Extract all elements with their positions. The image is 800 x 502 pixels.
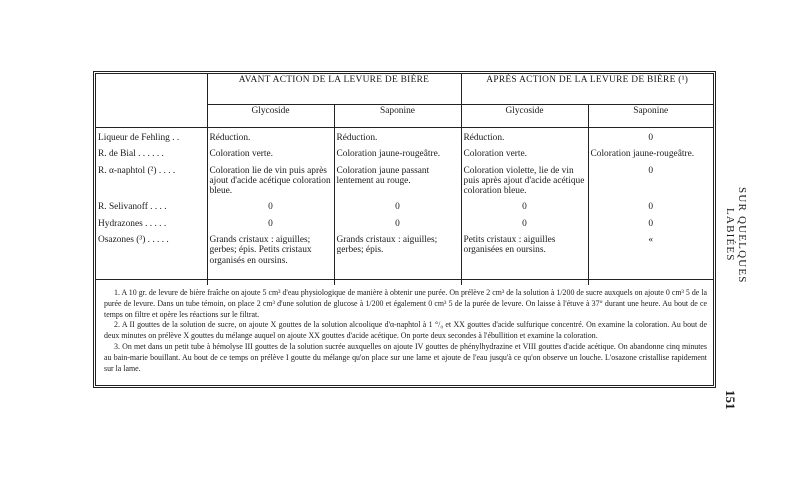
table-cell: Coloration verte. [461, 148, 588, 160]
row-label: Liqueur de Fehling . . [98, 133, 180, 143]
footnote: 2. A II gouttes de la solution de sucre, on ajoute X gouttes de la solution alcoolique d'α-naphtol à 1 °/₀ et XX gouttes d'acide sulfurique concentré. On examine la coloration. Au bout de deux minutes on prélève X gouttes du mélange auquel on ajoute XX gouttes d'acide acétique. On porte deux secondes à l'ébullition et examine la coloration. [104, 320, 707, 341]
group-header-before: AVANT ACTION DE LA LEVURE DE BIÈRE [207, 74, 461, 105]
table-row [96, 165, 713, 198]
row-label: Osazones (³) . . . . . [98, 235, 169, 246]
group-header-after: APRÈS ACTION DE LA LEVURE DE BIÈRE (¹) [461, 74, 713, 105]
table-cell: 0 [461, 218, 588, 230]
notes-separator [96, 279, 713, 280]
table-row [96, 132, 713, 144]
table-frame [93, 71, 716, 388]
table-cell: « [588, 234, 713, 267]
table-row [96, 234, 713, 267]
column-header: Glycoside [461, 105, 588, 128]
table-cell: 0 [588, 132, 713, 144]
footnotes [104, 288, 707, 374]
table-cell: 0 [334, 201, 461, 213]
reaction-table [96, 74, 713, 285]
table-cell: Coloration verte. [207, 148, 334, 160]
table-cell: Grands cristaux : aiguilles; gerbes; épis. Petits cristaux organisés en oursins. [207, 234, 334, 267]
table-cell: 0 [461, 201, 588, 213]
table-row [96, 218, 713, 230]
column-header: Saponine [334, 105, 461, 128]
footnote: 3. On met dans un petit tube à hémolyse III gouttes de la solution sucrée auxquelles on ajoute IV gouttes de phénylhydrazine et VIII gouttes d'acide acétique. On abandonne cinq minutes au bain-marie bouillant. Au bout de ce temps on prélève I goutte du mélange qu'on place sur une lame et ajoute de l'eau jusqu'à ce qu'on observe un louche. L'osazone cristallise rapidement sur la lame. [104, 341, 707, 373]
page-number: 151 [723, 390, 738, 410]
running-head: SUR QUELQUES LABIÉES [724, 186, 748, 284]
column-header: Glycoside [207, 105, 334, 128]
column-header: Saponine [588, 105, 713, 128]
table-cell: Coloration lie de vin puis après ajout d'acide acétique coloration bleue. [207, 165, 334, 198]
row-label: R. de Bial . . . . . . [98, 149, 164, 160]
row-label: R. α-naphtol (²) . . . . [98, 165, 176, 176]
row-label: Hydrazones . . . . . [98, 218, 167, 229]
table-cell: Petits cristaux : aiguilles organisées en oursins. [461, 234, 588, 267]
table-cell: Coloration jaune passant lentement au rouge. [334, 165, 461, 198]
footnote: 1. A 10 gr. de levure de bière fraîche on ajoute 5 cm³ d'eau physiologique de manière à obtenir une purée. On prélève 2 cm³ de la solution à 1/200 de sucre auxquels on ajoute 0 cm³ 5 de la purée de levure. Dans un tube témoin, on place 2 cm³ d'une solution de glucose à 1/200 et également 0 cm³ 5 de la purée de levure. On laisse à l'étuve à 37° durant une heure. Au bout de ce temps on filtre et opère les réactions sur le filtrat. [104, 288, 707, 319]
table-cell: 0 [588, 218, 713, 230]
table-corner [96, 74, 207, 128]
table-cell: 0 [588, 201, 713, 213]
table-cell: Réduction. [461, 132, 588, 144]
table-cell: 0 [588, 165, 713, 198]
table-cell: 0 [207, 201, 334, 213]
table-cell: 0 [334, 218, 461, 230]
table-cell: Coloration jaune-rougeâtre. [588, 148, 713, 160]
table-cell: Réduction. [334, 132, 461, 144]
table-cell: Grands cristaux : aiguilles; gerbes; épis. [334, 234, 461, 267]
table-cell: Coloration jaune-rougeâtre. [334, 148, 461, 160]
row-label: R. Selivanoff . . . . [98, 202, 167, 213]
table-row [96, 201, 713, 213]
table-cell: Coloration violette, lie de vin puis après ajout d'acide acétique coloration bleue. [461, 165, 588, 198]
table-row [96, 148, 713, 160]
table-cell: Réduction. [207, 132, 334, 144]
table-cell: 0 [207, 218, 334, 230]
